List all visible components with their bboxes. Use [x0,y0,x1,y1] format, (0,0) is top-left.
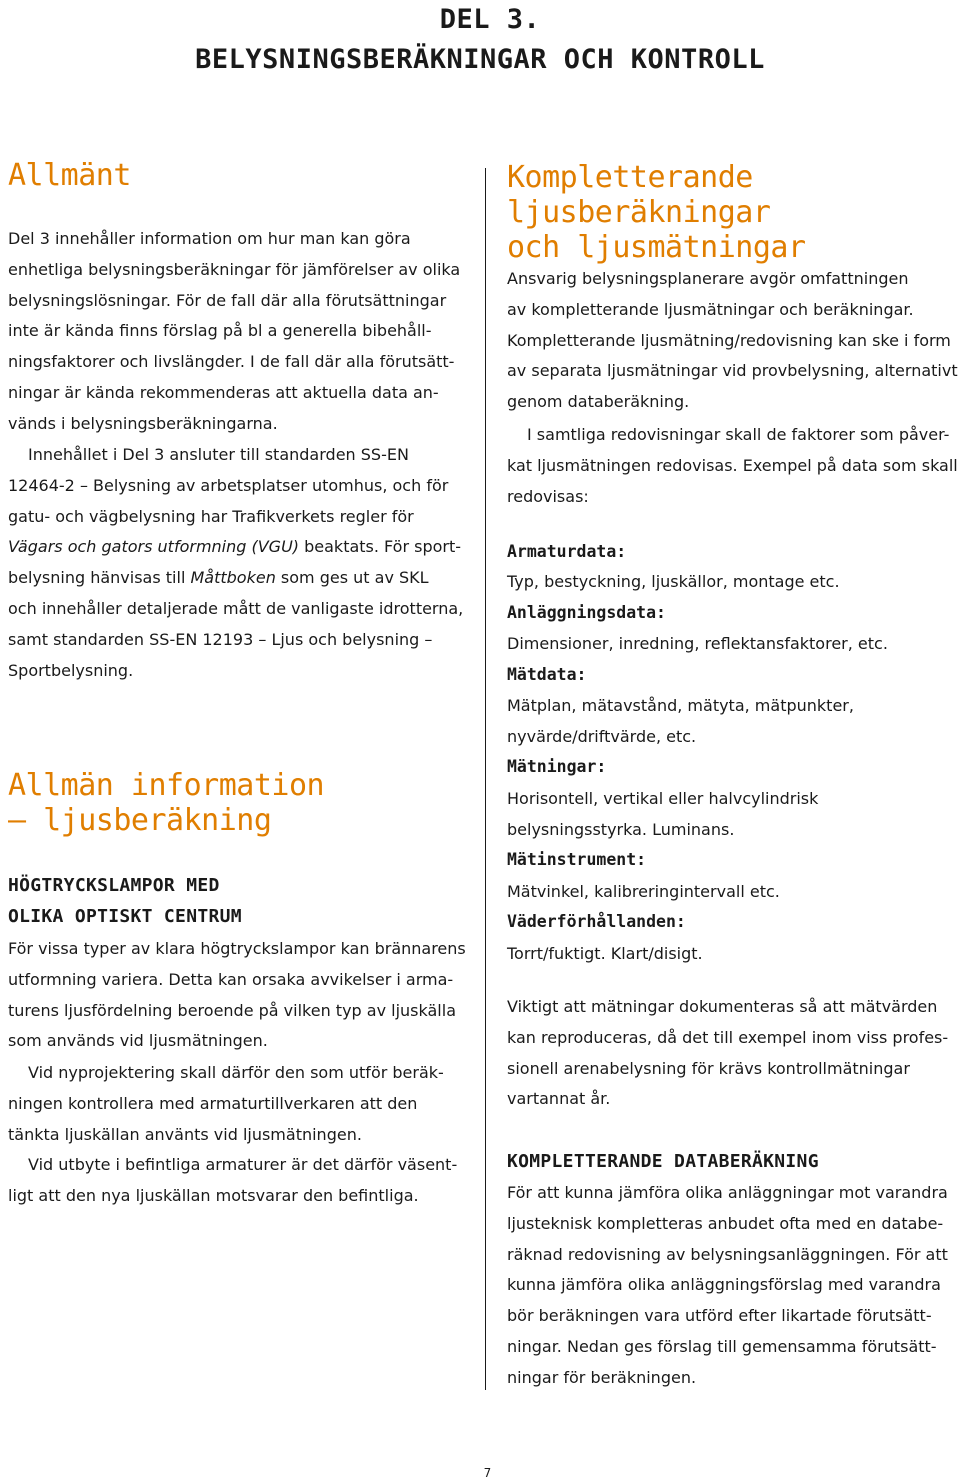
label-matdata: Mätdata: [507,665,587,684]
value-armaturdata: Typ, bestyckning, ljuskällor, montage etc. [507,572,840,591]
page-number: 7 [483,1466,492,1480]
paragraph-standards: Innehållet i Del 3 ansluter till standarden SS-EN 12464-2 – Belysning av arbetsplatser utomhus, och för gatu- och vägbelysning har Trafikverkets regler för Vägars och gators utformning (VGU) beaktats. För sport- belysning hänvisas till Måttboken som ges ut av SKL och innehåller detaljerade mått de vanligaste idrotterna, samt standarden SS-EN 12193 – Ljus och belysning – Sportbelysning. [8,445,464,680]
paragraph-redovisningar: I samtliga redovisningar skall de faktorer som påver- kat ljusmätningen redovisas. Exempel på data som skall redovisas: [507,425,958,506]
paragraph-intro: Del 3 innehåller information om hur man kan göra enhetliga belysningsberäkningar för jämförelser av olika belysningslösningar. För de fall där alla förutsättningar inte är kända finns förslag på bl a generella bibehåll- ningsfaktorer och livslängder. I de fall där alla förutsätt- ningar är kända rekommenderas att aktuella data an- vänds i belysningsberäkningarna. [8,229,461,433]
value-matinstrument: Mätvinkel, kalibreringintervall etc. [507,882,780,901]
label-armaturdata: Armaturdata: [507,542,627,561]
value-anlaggningsdata: Dimensioner, inredning, reflektansfaktorer, etc. [507,634,888,653]
heading-allman-information: Allmän information – ljusberäkning [8,768,325,838]
page-header [0,0,960,80]
paragraph-utbyte: Vid utbyte i befintliga armaturer är det därför väsent- ligt att den nya ljuskällan motsvarar den befintliga. [8,1155,458,1205]
label-anlaggningsdata: Anläggningsdata: [507,603,666,622]
heading-kompletterande: Kompletterande ljusberäkningar och ljusmätningar [507,160,806,265]
subheading-databerakning: KOMPLETTERANDE DATABERÄKNING [507,1151,819,1172]
label-vaderforhallanden: Väderförhållanden: [507,912,686,931]
paragraph-ansvarig: Ansvarig belysningsplanerare avgör omfattningen av kompletterande ljusmätningar och beräkningar. Kompletterande ljusmätning/redovisning kan ske i form av separata ljusmätningar vid provbelysning, alternativt genom databeräkning. [507,269,958,412]
label-matinstrument: Mätinstrument: [507,850,647,869]
value-matningar: Horisontell, vertikal eller halvcylindrisk belysningsstyrka. Luminans. [507,789,819,839]
paragraph-nyprojektering: Vid nyprojektering skall därför den som utför beräk- ningen kontrollera med armaturtillverkaren att den tänkta ljuskällan använts vid ljusmätningen. [8,1063,444,1144]
subheading-hogtryckslampor: HÖGTRYCKSLAMPOR MED OLIKA OPTISKT CENTRUM [8,875,242,927]
column-divider [485,168,486,1390]
value-matdata: Mätplan, mätavstånd, mätyta, mätpunkter, nyvärde/driftvärde, etc. [507,696,854,746]
section-title: BELYSNINGSBERÄKNINGAR OCH KONTROLL [195,44,765,75]
label-matningar: Mätningar: [507,757,607,776]
paragraph-databerakning: För att kunna jämföra olika anläggningar mot varandra ljusteknisk kompletteras anbudet ofta med en databe- räknad redovisning av belysningsanläggningen. För att kunna jämföra olika anläggningsförslag med varandra bör beräkningen vara utförd efter likartade förutsätt- ningar. Nedan ges förslag till gemensamma förutsätt- ningar för beräkningen. [507,1183,948,1387]
paragraph-dokumentation: Viktigt att mätningar dokumenteras så att mätvärden kan reproduceras, då det till exempel inom viss profes- sionell arenabelysning för krävs kontrollmätningar vartannat år. [507,997,949,1109]
section-number: DEL 3. [439,4,541,35]
value-vaderforhallanden: Torrt/fuktigt. Klart/disigt. [507,944,703,963]
heading-allmant: Allmänt [8,158,131,193]
paragraph-hogtryckslampor: För vissa typer av klara högtryckslampor kan brännarens utformning variera. Detta kan orsaka avvikelser i arma- turens ljusfördelning beroende på vilken typ av ljuskälla som används vid ljusmätningen. [8,939,466,1051]
